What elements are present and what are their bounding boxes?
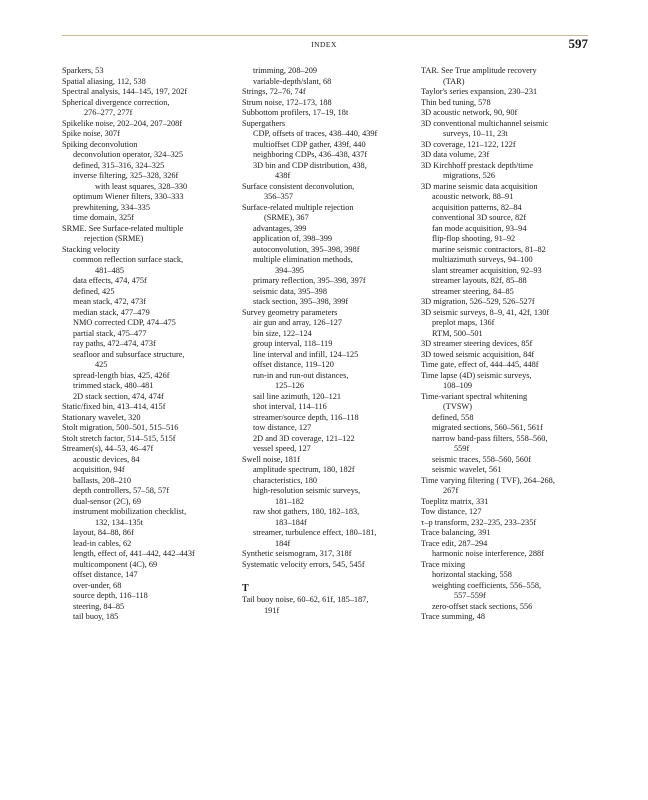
index-entry: 3D acoustic network, 90, 90f (421, 108, 518, 117)
index-subentry: seismic traces, 558–560, 560f (432, 454, 531, 464)
index-entry: Strum noise, 172–173, 188 (242, 97, 332, 107)
index-subentry: seafloor and subsurface structure, (73, 349, 185, 359)
index-subentry: zero-offset stack sections, 556 (432, 601, 533, 611)
index-entry: Supergathers (242, 118, 286, 128)
index-entry: Surface consistent deconvolution, (242, 181, 355, 191)
index-subentry: slant streamer acquisition, 92–93 (432, 265, 542, 275)
index-entry: Spatial aliasing, 112, 538 (62, 76, 146, 86)
index-subentry: inverse filtering, 325–328, 326f (73, 171, 179, 180)
index-subentry: raw shot gathers, 180, 182–183, (253, 507, 360, 516)
index-entry: Surface-related multiple rejection (242, 202, 354, 212)
index-subentry: streamer, turbulence effect, 180–181, (253, 528, 377, 537)
index-subentry: preplot maps, 136f (432, 318, 495, 327)
index-subentry: application of, 398–399 (253, 234, 333, 243)
index-entry: Spikelike noise, 202–204, 207–208f (62, 118, 183, 128)
index-entry: 3D data volume, 23f (421, 150, 490, 159)
index-subentry: source depth, 116–118 (73, 591, 148, 600)
index-subentry: group interval, 118–119 (253, 339, 333, 348)
index-subentry: layout, 84–88, 86f (73, 528, 134, 537)
index-entry: 3D towed seismic acquisition, 84f (421, 349, 535, 359)
index-subentry: weighting coefficients, 556–558, (432, 580, 542, 590)
page-number: 597 (568, 36, 588, 51)
index-entry: Streamer(s), 44–53, 46–47f (62, 444, 154, 453)
index-entry: Time-variant spectral whitening (421, 391, 528, 401)
index-subentry: RTM, 500–501 (432, 328, 483, 338)
index-subentry: 557–559f (454, 591, 486, 600)
index-column-2 (242, 66, 414, 616)
index-subentry: 394–395 (275, 265, 305, 275)
index-entry: 108–109 (443, 381, 473, 390)
index-entry: Thin bed tuning, 578 (421, 97, 491, 107)
index-entry: rejection (SRME) (84, 234, 144, 243)
index-entry: Strings, 72–76, 74f (242, 87, 306, 96)
index-subentry: spread-length bias, 425, 426f (73, 370, 170, 380)
index-subentry: defined, 425 (73, 286, 115, 296)
index-subentry: migrated sections, 560–561, 561f (432, 423, 543, 432)
index-subentry: stack section, 395–398, 399f (253, 297, 349, 306)
index-subentry: marine seismic contractors, 81–82 (432, 244, 546, 254)
index-subentry: dual-sensor (2C), 69 (73, 496, 141, 506)
index-entry: Trace balancing, 391 (421, 528, 491, 537)
index-entry: Time gate, effect of, 444–445, 448f (421, 360, 539, 369)
index-subentry: sail line azimuth, 120–121 (253, 391, 342, 401)
index-subentry: over-under, 68 (73, 580, 122, 590)
index-subentry: shot interval, 114–116 (253, 402, 327, 411)
section-heading: T (242, 583, 249, 594)
index-subentry: multicomponent (4C), 69 (73, 559, 158, 569)
index-entry: surveys, 10–11, 23t (443, 129, 508, 138)
index-entry: 3D migration, 526–529, 526–527f (421, 297, 535, 306)
index-subentry: length, effect of, 441–442, 442–443f (73, 549, 195, 558)
index-subentry: run-in and run-out distances, (253, 370, 349, 380)
index-entry: 356–357 (264, 192, 294, 201)
index-subentry: characteristics, 180 (253, 475, 318, 485)
index-subentry: mean stack, 472, 473f (73, 297, 147, 306)
index-subentry: prewhitening, 334–335 (73, 202, 150, 212)
index-subentry: 481–485 (95, 265, 125, 275)
index-subentry: high-resolution seismic surveys, (253, 486, 361, 495)
index-entry: Spherical divergence correction, (62, 97, 170, 107)
index-subentry: 132, 134–135t (95, 517, 143, 527)
index-subentry: 125–126 (275, 381, 305, 390)
index-subentry: offset distance, 119–120 (253, 360, 334, 369)
index-entry: 3D seismic surveys, 8–9, 41, 42f, 130f (421, 307, 550, 317)
index-subentry: variable-depth/slant, 68 (253, 76, 332, 86)
index-subentry: offset distance, 147 (73, 570, 138, 579)
index-entry: 191f (264, 605, 280, 615)
index-subentry: defined, 558 (432, 412, 474, 422)
index-subentry: multiazimuth surveys, 94–100 (432, 255, 533, 264)
index-subentry: 2D stack section, 474, 474f (73, 391, 164, 401)
index-entry: Sparkers, 53 (62, 66, 104, 75)
index-entry: τ–p transform, 232–235, 233–235f (421, 517, 537, 527)
index-entry: Spike noise, 307f (62, 129, 120, 138)
index-subentry: ballasts, 208–210 (73, 475, 132, 485)
index-subentry: 184f (275, 538, 291, 548)
index-subentry: neighboring CDPs, 436–438, 437f (253, 150, 368, 159)
index-entry: Spectral analysis, 144–145, 197, 202f (62, 87, 188, 96)
index-subentry: narrow band-pass filters, 558–560, (432, 433, 548, 443)
index-subentry: optimum Wiener filters, 330–333 (73, 192, 184, 201)
index-subentry: instrument mobilization checklist, (73, 507, 187, 516)
index-entry: Time lapse (4D) seismic surveys, (421, 370, 532, 380)
index-entry: Systematic velocity errors, 545, 545f (242, 559, 365, 569)
index-subentry: 3D bin and CDP distribution, 438, (253, 160, 367, 170)
index-subentry: horizontal stacking, 558 (432, 570, 512, 579)
index-entry: Tail buoy noise, 60–62, 61f, 185–187, (242, 595, 369, 604)
index-entry: Taylor's series expansion, 230–231 (421, 87, 538, 96)
index-subentry: partial stack, 475–477 (73, 328, 147, 338)
index-entry: Time varying filtering ( TVF), 264–268, (421, 475, 555, 485)
index-subentry: bin size, 122–124 (253, 328, 312, 338)
index-entry: Trace edit, 287–294 (421, 538, 488, 548)
index-subentry: advantages, 399 (253, 223, 307, 233)
index-entry: Survey geometry parameters (242, 307, 338, 317)
index-subentry: 425 (95, 360, 108, 369)
index-subentry: NMO corrected CDP, 474–475 (73, 318, 176, 327)
index-subentry: tail buoy, 185 (73, 612, 119, 621)
index-subentry: median stack, 477–479 (73, 307, 150, 317)
index-subentry: amplitude spectrum, 180, 182f (253, 465, 355, 474)
index-entry: Synthetic seismogram, 317, 318f (242, 549, 352, 558)
index-subentry: with least squares, 328–330 (95, 181, 188, 191)
index-subentry: acoustic network, 88–91 (432, 192, 514, 201)
index-entry: Static/fixed bin, 413–414, 415f (62, 402, 166, 411)
index-entry: 3D Kirchhoff prestack depth/time (421, 160, 534, 170)
index-subentry: steering, 84–85 (73, 601, 125, 611)
index-entry: 276–277, 277f (84, 108, 133, 117)
index-entry: Swell noise, 181f (242, 454, 300, 464)
index-entry: 3D conventional multichannel seismic (421, 118, 549, 128)
index-entry: Tow distance, 127 (421, 507, 482, 516)
index-subentry: defined, 315–316, 324–325 (73, 160, 165, 170)
index-subentry: trimming, 208–209 (253, 66, 318, 75)
index-subentry: lead-in cables, 62 (73, 538, 132, 548)
index-entry: TAR. See True amplitude recovery (421, 66, 537, 75)
index-entry: Subbottom profilers, 17–19, 18t (242, 108, 349, 117)
index-entry: Stationary wavelet, 320 (62, 412, 141, 422)
index-entry: 3D streamer steering devices, 85f (421, 339, 533, 348)
index-entry: 267f (443, 486, 459, 495)
index-entry: 3D marine seismic data acquisition (421, 181, 538, 191)
index-subentry: line interval and infill, 124–125 (253, 349, 359, 359)
index-subentry: common reflection surface stack, (73, 255, 184, 264)
index-subentry: autoconvolution, 395–398, 398f (253, 244, 360, 254)
index-entry: Stacking velocity (62, 244, 120, 254)
index-entry: Trace summing, 48 (421, 612, 485, 621)
index-subentry: streamer/source depth, 116–118 (253, 412, 359, 422)
index-subentry: trimmed stack, 480–481 (73, 381, 154, 390)
header-rule (62, 35, 588, 36)
index-subentry: conventional 3D source, 82f (432, 213, 527, 222)
index-entry: (SRME), 367 (264, 213, 309, 222)
index-subentry: 181–182 (275, 496, 305, 506)
index-subentry: CDP, offsets of traces, 438–440, 439f (253, 129, 378, 138)
index-subentry: deconvolution operator, 324–325 (73, 150, 184, 159)
index-entry: Stolt stretch factor, 514–515, 515f (62, 433, 176, 443)
index-subentry: air gun and array, 126–127 (253, 318, 343, 327)
index-entry: migrations, 526 (443, 171, 496, 180)
index-entry: Stolt migration, 500–501, 515–516 (62, 423, 179, 432)
index-subentry: depth controllers, 57–58, 57f (73, 486, 170, 495)
index-entry: (TAR) (443, 76, 465, 86)
index-subentry: vessel speed, 127 (253, 444, 311, 453)
running-header: INDEX (311, 40, 337, 49)
index-subentry: seismic wavelet, 561 (432, 465, 502, 474)
index-subentry: harmonic noise interference, 288f (432, 549, 544, 558)
index-subentry: multioffset CDP gather, 439f, 440 (253, 139, 366, 149)
index-subentry: ray paths, 472–474, 473f (73, 339, 156, 348)
index-subentry: time domain, 325f (73, 213, 135, 222)
index-column-1 (62, 66, 234, 623)
index-subentry: flip-flop shooting, 91–92 (432, 234, 516, 243)
index-subentry: primary reflection, 395–398, 397f (253, 276, 366, 285)
index-subentry: 2D and 3D coverage, 121–122 (253, 433, 355, 443)
index-subentry: 559f (454, 444, 470, 453)
index-subentry: acoustic devices, 84 (73, 454, 140, 464)
index-subentry: 438f (275, 171, 291, 180)
index-subentry: tow distance, 127 (253, 423, 312, 432)
index-entry: 3D coverage, 121–122, 122f (421, 139, 516, 149)
index-subentry: streamer layouts, 82f, 85–88 (432, 276, 527, 285)
index-entry: Trace mixing (421, 559, 466, 569)
index-subentry: multiple elimination methods, (253, 255, 353, 264)
index-subentry: 183–184f (275, 517, 307, 527)
index-entry: (TVSW) (443, 402, 473, 411)
index-entry: SRME. See Surface-related multiple (62, 223, 184, 233)
index-subentry: fan mode acquisition, 93–94 (432, 223, 527, 233)
index-subentry: acquisition, 94f (73, 465, 125, 474)
index-subentry: acquisition patterns, 82–84 (432, 202, 522, 212)
section-gap (242, 570, 414, 583)
index-subentry: streamer steering, 84–85 (432, 286, 514, 296)
index-subentry: seismic data, 395–398 (253, 286, 327, 296)
index-subentry: data effects, 474, 475f (73, 276, 147, 285)
index-entry: Spiking deconvolution (62, 139, 138, 149)
index-column-3 (421, 66, 593, 623)
index-entry: Toeplitz matrix, 331 (421, 496, 489, 506)
